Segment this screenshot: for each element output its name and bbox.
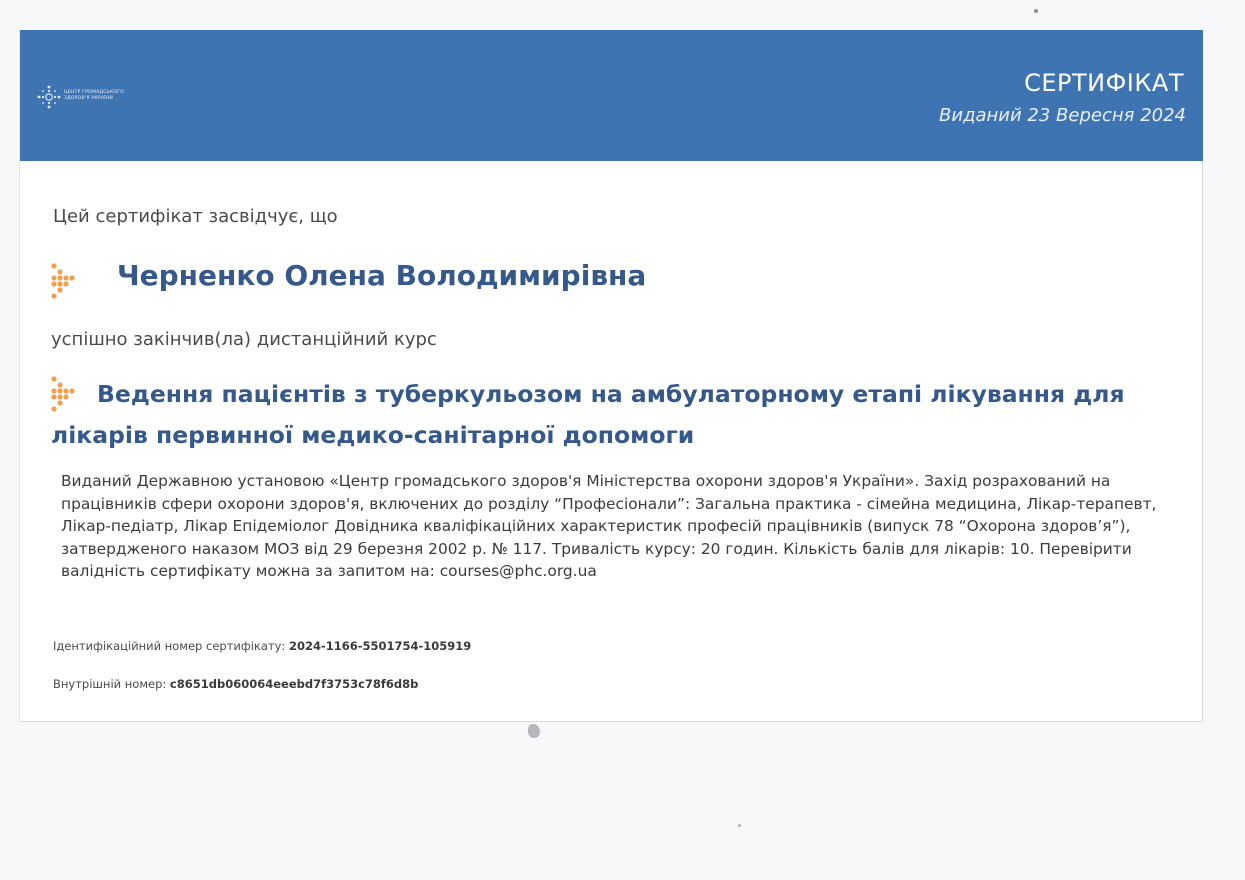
certificate-id-row: [53, 639, 471, 653]
recipient-name: Черненко Олена Володимирівна: [117, 259, 647, 292]
issued-date: Виданий 23 Вересня 2024: [939, 105, 1186, 126]
course-title: Ведення пацієнтів з туберкульозом на амбулаторному етапі лікування для лікарів первинної медико-санітарної допомоги: [51, 380, 1125, 449]
certificate-title: СЕРТИФІКАТ: [1024, 69, 1184, 97]
course-description: Виданий Державною установою «Центр громадського здоров'я Міністерства охорони здоров'я України». Захід розрахований на працівників сфери охорони здоров'я, включених до розділу “Професіонали”: Загальна практика - сімейна медицина, Лікар-терапевт, Лікар-педіатр, Лікар Епідеміолог Довідника кваліфікаційних характеристик професій працівників (випуск 78 “Охорона здоров’я”), затвердженого наказом МОЗ від 29 березня 2002 р. № 117. Тривалість курсу: 20 годин. Кількість балів для лікарів: 10. Перевірити валідність сертифікату можна за запитом на: courses@phc.org.ua: [61, 472, 1157, 581]
completed-text: успішно закінчив(ла) дистанційний курс: [51, 329, 437, 350]
internal-number-row: [53, 677, 418, 691]
internal-number-label: Внутрішній номер:: [53, 677, 167, 691]
certificate-sheet: [19, 30, 1203, 722]
scan-speck: [528, 724, 540, 738]
phc-logo: [36, 84, 136, 110]
phc-logo-icon: [36, 84, 62, 110]
scan-speck: [738, 824, 741, 827]
certificate-header: [20, 30, 1203, 161]
logo-text: ЦЕНТР ГРОМАДСЬКОГО ЗДОРОВ'Я УКРАЇНИ: [64, 90, 125, 101]
intro-text: Цей сертифікат засвідчує, що: [53, 206, 338, 227]
internal-number-value: c8651db060064eeebd7f3753c78f6d8b: [169, 677, 419, 691]
scan-speck: [1034, 9, 1038, 13]
certificate-id-value: 2024-1166-5501754-105919: [288, 639, 472, 653]
orange-dots-icon: [50, 262, 80, 302]
certificate-id-label: Ідентифікаційний номер сертифікату:: [53, 639, 286, 653]
